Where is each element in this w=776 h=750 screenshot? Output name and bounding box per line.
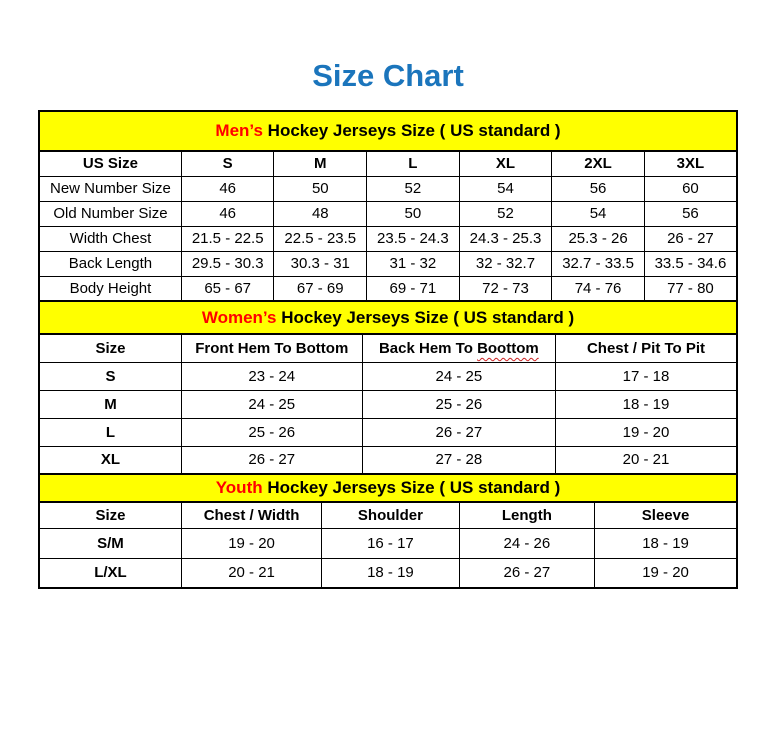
size-value-cell: 50 — [367, 201, 460, 226]
size-value-cell: 52 — [459, 201, 552, 226]
mens-column-header-row — [39, 151, 737, 176]
size-value-cell: 24.3 - 25.3 — [459, 226, 552, 251]
table-row — [39, 528, 737, 558]
mens-col-header-2xl: 2XL — [552, 151, 645, 176]
size-value-cell: 46 — [181, 176, 274, 201]
row-label: Width Chest — [39, 226, 181, 251]
size-value-cell: 54 — [552, 201, 645, 226]
row-label: M — [39, 390, 181, 418]
size-value-cell: 21.5 - 22.5 — [181, 226, 274, 251]
table-row — [39, 201, 737, 226]
size-value-cell: 19 - 20 — [181, 528, 321, 558]
youth-col-header-sleeve: Sleeve — [595, 502, 737, 528]
youth-section-header-row — [39, 474, 737, 502]
size-value-cell: 24 - 25 — [181, 390, 362, 418]
youth-size-table — [38, 473, 738, 589]
womens-section-title-text: Hockey Jerseys Size ( US standard ) — [276, 307, 575, 327]
size-value-cell: 25.3 - 26 — [552, 226, 645, 251]
table-row — [39, 226, 737, 251]
size-value-cell: 25 - 26 — [181, 418, 362, 446]
size-value-cell: 18 - 19 — [322, 558, 460, 588]
size-value-cell: 67 - 69 — [274, 276, 367, 301]
youth-section-title — [39, 474, 737, 502]
size-chart — [38, 110, 738, 589]
size-value-cell: 25 - 26 — [362, 390, 555, 418]
size-value-cell: 26 - 27 — [362, 418, 555, 446]
size-value-cell: 77 - 80 — [644, 276, 737, 301]
table-row — [39, 362, 737, 390]
womens-size-table — [38, 300, 738, 475]
row-label: Body Height — [39, 276, 181, 301]
size-value-cell: 50 — [274, 176, 367, 201]
mens-col-header-l: L — [367, 151, 460, 176]
page-title: Size Chart — [312, 58, 464, 93]
size-value-cell: 19 - 20 — [556, 418, 737, 446]
mens-col-header-3xl: 3XL — [644, 151, 737, 176]
womens-column-header-row — [39, 334, 737, 362]
size-value-cell: 27 - 28 — [362, 446, 555, 474]
size-value-cell: 18 - 19 — [595, 528, 737, 558]
size-value-cell: 65 - 67 — [181, 276, 274, 301]
size-value-cell: 24 - 26 — [459, 528, 594, 558]
size-value-cell: 16 - 17 — [322, 528, 460, 558]
table-row — [39, 418, 737, 446]
youth-section-title-highlight: Youth — [215, 478, 263, 497]
size-value-cell: 26 - 27 — [459, 558, 594, 588]
row-label: Back Length — [39, 251, 181, 276]
size-value-cell: 23.5 - 24.3 — [367, 226, 460, 251]
womens-col-header-size: Size — [39, 334, 181, 362]
youth-column-header-row — [39, 502, 737, 528]
mens-section-title — [39, 111, 737, 151]
size-value-cell: 26 - 27 — [181, 446, 362, 474]
table-row — [39, 390, 737, 418]
mens-col-header-s: S — [181, 151, 274, 176]
back-hem-misspelled-word: Boottom — [477, 339, 539, 357]
row-label: Old Number Size — [39, 201, 181, 226]
size-value-cell: 48 — [274, 201, 367, 226]
row-label: S/M — [39, 528, 181, 558]
size-value-cell: 56 — [552, 176, 645, 201]
youth-section-title-text: Hockey Jerseys Size ( US standard ) — [262, 478, 561, 497]
size-value-cell: 46 — [181, 201, 274, 226]
size-value-cell: 54 — [459, 176, 552, 201]
table-row — [39, 176, 737, 201]
youth-col-header-size: Size — [39, 502, 181, 528]
table-row — [39, 446, 737, 474]
back-hem-label-prefix: Back Hem To — [378, 339, 478, 357]
table-row — [39, 276, 737, 301]
womens-section-header-row — [39, 301, 737, 334]
size-value-cell: 33.5 - 34.6 — [644, 251, 737, 276]
youth-col-header-shoulder: Shoulder — [322, 502, 460, 528]
womens-section-title-highlight: Women’s — [201, 307, 277, 327]
mens-section-title-highlight: Men’s — [215, 121, 263, 140]
table-row — [39, 251, 737, 276]
size-value-cell: 69 - 71 — [367, 276, 460, 301]
size-value-cell: 52 — [367, 176, 460, 201]
size-value-cell: 23 - 24 — [181, 362, 362, 390]
size-value-cell: 20 - 21 — [556, 446, 737, 474]
mens-size-table — [38, 110, 738, 302]
size-value-cell: 18 - 19 — [556, 390, 737, 418]
size-value-cell: 24 - 25 — [362, 362, 555, 390]
mens-section-title-text: Hockey Jerseys Size ( US standard ) — [262, 121, 561, 140]
size-value-cell: 26 - 27 — [644, 226, 737, 251]
size-value-cell: 30.3 - 31 — [274, 251, 367, 276]
mens-col-header-xl: XL — [459, 151, 552, 176]
size-value-cell: 19 - 20 — [595, 558, 737, 588]
size-value-cell: 20 - 21 — [181, 558, 321, 588]
size-value-cell: 22.5 - 23.5 — [274, 226, 367, 251]
size-value-cell: 72 - 73 — [459, 276, 552, 301]
size-value-cell: 29.5 - 30.3 — [181, 251, 274, 276]
size-value-cell: 17 - 18 — [556, 362, 737, 390]
row-label: S — [39, 362, 181, 390]
row-label: XL — [39, 446, 181, 474]
womens-col-header-back-hem — [362, 334, 555, 362]
size-value-cell: 32 - 32.7 — [459, 251, 552, 276]
womens-section-title — [39, 301, 737, 334]
row-label: L/XL — [39, 558, 181, 588]
mens-section-header-row — [39, 111, 737, 151]
table-row — [39, 558, 737, 588]
youth-col-header-chest-width: Chest / Width — [181, 502, 321, 528]
size-value-cell: 31 - 32 — [367, 251, 460, 276]
size-value-cell: 74 - 76 — [552, 276, 645, 301]
womens-col-header-chest: Chest / Pit To Pit — [556, 334, 737, 362]
size-value-cell: 56 — [644, 201, 737, 226]
row-label: New Number Size — [39, 176, 181, 201]
row-label: L — [39, 418, 181, 446]
mens-col-header-m: M — [274, 151, 367, 176]
youth-col-header-length: Length — [459, 502, 594, 528]
size-value-cell: 60 — [644, 176, 737, 201]
womens-col-header-front-hem: Front Hem To Bottom — [181, 334, 362, 362]
size-value-cell: 32.7 - 33.5 — [552, 251, 645, 276]
mens-col-header-us-size: US Size — [39, 151, 181, 176]
